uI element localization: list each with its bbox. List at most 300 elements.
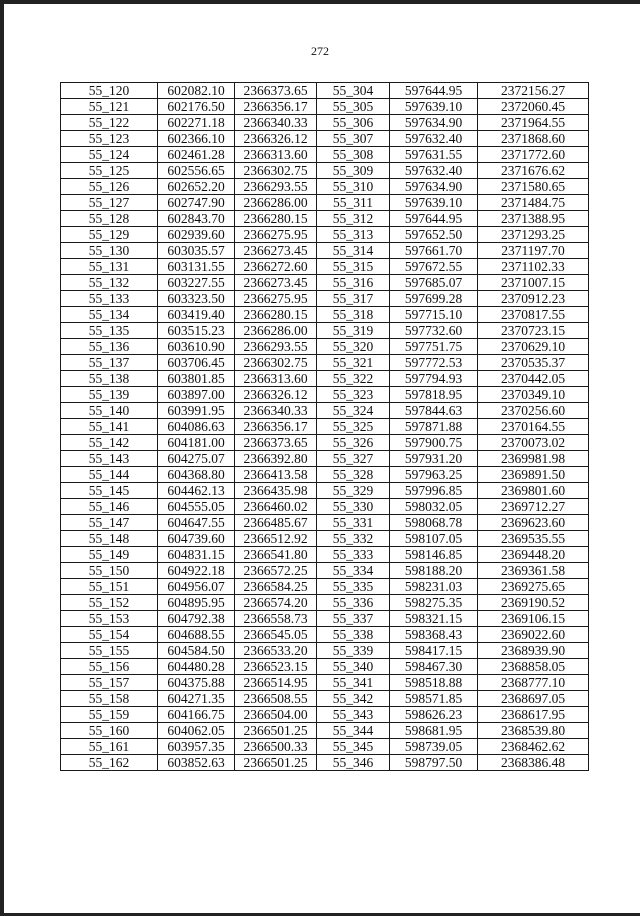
point-id-right: 55_333 (317, 547, 390, 563)
point-id-right: 55_311 (317, 195, 390, 211)
x-coordinate-right: 598739.05 (390, 739, 478, 755)
point-id-left: 55_158 (61, 691, 158, 707)
y-coordinate-left: 2366435.98 (235, 483, 317, 499)
y-coordinate-left: 2366272.60 (235, 259, 317, 275)
y-coordinate-right: 2369535.55 (478, 531, 589, 547)
y-coordinate-left: 2366533.20 (235, 643, 317, 659)
point-id-left: 55_141 (61, 419, 158, 435)
point-id-right: 55_304 (317, 83, 390, 99)
y-coordinate-left: 2366286.00 (235, 195, 317, 211)
x-coordinate-right: 597644.95 (390, 83, 478, 99)
point-id-right: 55_319 (317, 323, 390, 339)
table-row (61, 211, 589, 227)
point-id-left: 55_152 (61, 595, 158, 611)
point-id-left: 55_122 (61, 115, 158, 131)
table-row (61, 387, 589, 403)
y-coordinate-right: 2371007.15 (478, 275, 589, 291)
point-id-left: 55_146 (61, 499, 158, 515)
table-row (61, 579, 589, 595)
table-row (61, 595, 589, 611)
table-row (61, 355, 589, 371)
x-coordinate-left: 602366.10 (158, 131, 235, 147)
y-coordinate-right: 2370912.23 (478, 291, 589, 307)
point-id-left: 55_134 (61, 307, 158, 323)
point-id-left: 55_143 (61, 451, 158, 467)
x-coordinate-right: 597931.20 (390, 451, 478, 467)
x-coordinate-left: 603515.23 (158, 323, 235, 339)
y-coordinate-left: 2366485.67 (235, 515, 317, 531)
x-coordinate-right: 598417.15 (390, 643, 478, 659)
x-coordinate-left: 602556.65 (158, 163, 235, 179)
x-coordinate-right: 597652.50 (390, 227, 478, 243)
y-coordinate-right: 2368386.48 (478, 755, 589, 771)
x-coordinate-left: 603801.85 (158, 371, 235, 387)
point-id-right: 55_338 (317, 627, 390, 643)
point-id-left: 55_126 (61, 179, 158, 195)
point-id-right: 55_346 (317, 755, 390, 771)
y-coordinate-left: 2366356.17 (235, 99, 317, 115)
point-id-right: 55_331 (317, 515, 390, 531)
y-coordinate-left: 2366572.25 (235, 563, 317, 579)
x-coordinate-left: 604922.18 (158, 563, 235, 579)
table-row (61, 147, 589, 163)
y-coordinate-left: 2366514.95 (235, 675, 317, 691)
y-coordinate-left: 2366313.60 (235, 371, 317, 387)
x-coordinate-left: 602843.70 (158, 211, 235, 227)
x-coordinate-left: 602747.90 (158, 195, 235, 211)
point-id-left: 55_153 (61, 611, 158, 627)
point-id-right: 55_318 (317, 307, 390, 323)
x-coordinate-left: 604480.28 (158, 659, 235, 675)
table-row (61, 339, 589, 355)
point-id-left: 55_124 (61, 147, 158, 163)
x-coordinate-right: 597644.95 (390, 211, 478, 227)
coordinates-table (60, 82, 589, 771)
x-coordinate-left: 602271.18 (158, 115, 235, 131)
point-id-right: 55_320 (317, 339, 390, 355)
point-id-right: 55_344 (317, 723, 390, 739)
point-id-left: 55_156 (61, 659, 158, 675)
y-coordinate-right: 2368777.10 (478, 675, 589, 691)
x-coordinate-right: 598626.23 (390, 707, 478, 723)
y-coordinate-left: 2366275.95 (235, 227, 317, 243)
x-coordinate-left: 604375.88 (158, 675, 235, 691)
point-id-right: 55_325 (317, 419, 390, 435)
point-id-right: 55_334 (317, 563, 390, 579)
y-coordinate-right: 2371772.60 (478, 147, 589, 163)
table-row (61, 291, 589, 307)
x-coordinate-left: 604275.07 (158, 451, 235, 467)
y-coordinate-right: 2368617.95 (478, 707, 589, 723)
table-row (61, 259, 589, 275)
y-coordinate-left: 2366273.45 (235, 243, 317, 259)
x-coordinate-left: 602082.10 (158, 83, 235, 99)
point-id-right: 55_339 (317, 643, 390, 659)
y-coordinate-right: 2371964.55 (478, 115, 589, 131)
point-id-right: 55_341 (317, 675, 390, 691)
point-id-right: 55_343 (317, 707, 390, 723)
x-coordinate-left: 603957.35 (158, 739, 235, 755)
table-row (61, 627, 589, 643)
point-id-left: 55_151 (61, 579, 158, 595)
y-coordinate-left: 2366574.20 (235, 595, 317, 611)
y-coordinate-right: 2372156.27 (478, 83, 589, 99)
x-coordinate-right: 597639.10 (390, 99, 478, 115)
x-coordinate-right: 598068.78 (390, 515, 478, 531)
y-coordinate-left: 2366275.95 (235, 291, 317, 307)
y-coordinate-right: 2369361.58 (478, 563, 589, 579)
y-coordinate-left: 2366508.55 (235, 691, 317, 707)
point-id-left: 55_155 (61, 643, 158, 659)
y-coordinate-left: 2366541.80 (235, 547, 317, 563)
point-id-left: 55_150 (61, 563, 158, 579)
table-row (61, 99, 589, 115)
table-row (61, 675, 589, 691)
point-id-left: 55_142 (61, 435, 158, 451)
x-coordinate-right: 597871.88 (390, 419, 478, 435)
point-id-left: 55_133 (61, 291, 158, 307)
y-coordinate-left: 2366413.58 (235, 467, 317, 483)
x-coordinate-right: 597996.85 (390, 483, 478, 499)
y-coordinate-left: 2366512.92 (235, 531, 317, 547)
x-coordinate-left: 604956.07 (158, 579, 235, 595)
y-coordinate-left: 2366302.75 (235, 163, 317, 179)
y-coordinate-right: 2370256.60 (478, 403, 589, 419)
table-row (61, 451, 589, 467)
y-coordinate-left: 2366523.15 (235, 659, 317, 675)
x-coordinate-right: 598188.20 (390, 563, 478, 579)
table-row (61, 467, 589, 483)
x-coordinate-left: 602939.60 (158, 227, 235, 243)
table-row (61, 163, 589, 179)
point-id-right: 55_326 (317, 435, 390, 451)
x-coordinate-left: 603131.55 (158, 259, 235, 275)
x-coordinate-right: 598681.95 (390, 723, 478, 739)
y-coordinate-right: 2369448.20 (478, 547, 589, 563)
point-id-left: 55_147 (61, 515, 158, 531)
table-row (61, 755, 589, 771)
point-id-right: 55_329 (317, 483, 390, 499)
point-id-right: 55_317 (317, 291, 390, 307)
point-id-right: 55_328 (317, 467, 390, 483)
point-id-left: 55_135 (61, 323, 158, 339)
table-row (61, 435, 589, 451)
x-coordinate-left: 602176.50 (158, 99, 235, 115)
table-row (61, 611, 589, 627)
y-coordinate-left: 2366356.17 (235, 419, 317, 435)
table-row (61, 371, 589, 387)
point-id-right: 55_307 (317, 131, 390, 147)
point-id-right: 55_336 (317, 595, 390, 611)
y-coordinate-left: 2366340.33 (235, 403, 317, 419)
table-row (61, 195, 589, 211)
point-id-right: 55_342 (317, 691, 390, 707)
y-coordinate-right: 2369190.52 (478, 595, 589, 611)
point-id-right: 55_321 (317, 355, 390, 371)
x-coordinate-right: 598518.88 (390, 675, 478, 691)
x-coordinate-right: 597963.25 (390, 467, 478, 483)
point-id-left: 55_128 (61, 211, 158, 227)
y-coordinate-right: 2369623.60 (478, 515, 589, 531)
point-id-right: 55_312 (317, 211, 390, 227)
x-coordinate-right: 597844.63 (390, 403, 478, 419)
table-row (61, 243, 589, 259)
x-coordinate-right: 597634.90 (390, 115, 478, 131)
x-coordinate-right: 598368.43 (390, 627, 478, 643)
point-id-right: 55_306 (317, 115, 390, 131)
x-coordinate-left: 604688.55 (158, 627, 235, 643)
y-coordinate-right: 2368539.80 (478, 723, 589, 739)
x-coordinate-right: 598146.85 (390, 547, 478, 563)
point-id-right: 55_323 (317, 387, 390, 403)
point-id-left: 55_129 (61, 227, 158, 243)
point-id-left: 55_120 (61, 83, 158, 99)
y-coordinate-left: 2366501.25 (235, 755, 317, 771)
point-id-left: 55_149 (61, 547, 158, 563)
table-row (61, 531, 589, 547)
point-id-right: 55_337 (317, 611, 390, 627)
x-coordinate-right: 598571.85 (390, 691, 478, 707)
y-coordinate-left: 2366302.75 (235, 355, 317, 371)
point-id-left: 55_121 (61, 99, 158, 115)
x-coordinate-right: 597699.28 (390, 291, 478, 307)
y-coordinate-right: 2371102.33 (478, 259, 589, 275)
point-id-right: 55_327 (317, 451, 390, 467)
y-coordinate-left: 2366273.45 (235, 275, 317, 291)
table-row (61, 547, 589, 563)
point-id-right: 55_340 (317, 659, 390, 675)
x-coordinate-right: 598032.05 (390, 499, 478, 515)
x-coordinate-right: 597794.93 (390, 371, 478, 387)
table-row (61, 515, 589, 531)
y-coordinate-right: 2371868.60 (478, 131, 589, 147)
y-coordinate-right: 2370723.15 (478, 323, 589, 339)
x-coordinate-right: 597631.55 (390, 147, 478, 163)
point-id-left: 55_139 (61, 387, 158, 403)
point-id-left: 55_127 (61, 195, 158, 211)
y-coordinate-left: 2366280.15 (235, 307, 317, 323)
x-coordinate-right: 597818.95 (390, 387, 478, 403)
point-id-right: 55_324 (317, 403, 390, 419)
point-id-left: 55_161 (61, 739, 158, 755)
x-coordinate-left: 602652.20 (158, 179, 235, 195)
x-coordinate-left: 603706.45 (158, 355, 235, 371)
y-coordinate-left: 2366286.00 (235, 323, 317, 339)
point-id-left: 55_148 (61, 531, 158, 547)
page-number: 272 (311, 44, 329, 58)
point-id-left: 55_130 (61, 243, 158, 259)
x-coordinate-left: 603852.63 (158, 755, 235, 771)
y-coordinate-left: 2366293.55 (235, 339, 317, 355)
y-coordinate-left: 2366313.60 (235, 147, 317, 163)
point-id-left: 55_125 (61, 163, 158, 179)
y-coordinate-right: 2371484.75 (478, 195, 589, 211)
x-coordinate-left: 604647.55 (158, 515, 235, 531)
y-coordinate-left: 2366500.33 (235, 739, 317, 755)
table-row (61, 403, 589, 419)
x-coordinate-right: 597661.70 (390, 243, 478, 259)
table-row (61, 115, 589, 131)
coordinates-table-body (61, 83, 589, 771)
table-row (61, 499, 589, 515)
y-coordinate-left: 2366373.65 (235, 83, 317, 99)
y-coordinate-right: 2370629.10 (478, 339, 589, 355)
y-coordinate-right: 2370349.10 (478, 387, 589, 403)
table-row (61, 419, 589, 435)
x-coordinate-right: 597632.40 (390, 131, 478, 147)
y-coordinate-right: 2371293.25 (478, 227, 589, 243)
y-coordinate-left: 2366501.25 (235, 723, 317, 739)
table-row (61, 563, 589, 579)
point-id-right: 55_316 (317, 275, 390, 291)
x-coordinate-left: 604181.00 (158, 435, 235, 451)
x-coordinate-right: 597751.75 (390, 339, 478, 355)
y-coordinate-left: 2366326.12 (235, 387, 317, 403)
x-coordinate-left: 603610.90 (158, 339, 235, 355)
point-id-right: 55_308 (317, 147, 390, 163)
x-coordinate-left: 603991.95 (158, 403, 235, 419)
table-row (61, 691, 589, 707)
x-coordinate-right: 598321.15 (390, 611, 478, 627)
y-coordinate-right: 2369022.60 (478, 627, 589, 643)
x-coordinate-right: 597634.90 (390, 179, 478, 195)
y-coordinate-right: 2369712.27 (478, 499, 589, 515)
x-coordinate-right: 598797.50 (390, 755, 478, 771)
y-coordinate-left: 2366545.05 (235, 627, 317, 643)
y-coordinate-right: 2370073.02 (478, 435, 589, 451)
point-id-right: 55_330 (317, 499, 390, 515)
point-id-right: 55_332 (317, 531, 390, 547)
scan-border-top (0, 0, 640, 4)
y-coordinate-left: 2366326.12 (235, 131, 317, 147)
point-id-left: 55_137 (61, 355, 158, 371)
table-row (61, 643, 589, 659)
y-coordinate-left: 2366584.25 (235, 579, 317, 595)
x-coordinate-right: 597639.10 (390, 195, 478, 211)
x-coordinate-left: 603035.57 (158, 243, 235, 259)
point-id-left: 55_132 (61, 275, 158, 291)
point-id-left: 55_160 (61, 723, 158, 739)
x-coordinate-right: 597672.55 (390, 259, 478, 275)
point-id-right: 55_335 (317, 579, 390, 595)
x-coordinate-left: 604368.80 (158, 467, 235, 483)
point-id-left: 55_157 (61, 675, 158, 691)
x-coordinate-left: 603419.40 (158, 307, 235, 323)
point-id-right: 55_314 (317, 243, 390, 259)
point-id-right: 55_322 (317, 371, 390, 387)
point-id-right: 55_313 (317, 227, 390, 243)
y-coordinate-right: 2371676.62 (478, 163, 589, 179)
y-coordinate-right: 2370535.37 (478, 355, 589, 371)
table-row (61, 723, 589, 739)
point-id-left: 55_138 (61, 371, 158, 387)
point-id-left: 55_140 (61, 403, 158, 419)
table-row (61, 659, 589, 675)
y-coordinate-right: 2369891.50 (478, 467, 589, 483)
point-id-right: 55_315 (317, 259, 390, 275)
x-coordinate-right: 597632.40 (390, 163, 478, 179)
point-id-left: 55_144 (61, 467, 158, 483)
y-coordinate-left: 2366392.80 (235, 451, 317, 467)
y-coordinate-right: 2368462.62 (478, 739, 589, 755)
table-row (61, 323, 589, 339)
point-id-left: 55_154 (61, 627, 158, 643)
y-coordinate-right: 2368858.05 (478, 659, 589, 675)
table-row (61, 83, 589, 99)
y-coordinate-left: 2366504.00 (235, 707, 317, 723)
x-coordinate-left: 604462.13 (158, 483, 235, 499)
y-coordinate-right: 2369981.98 (478, 451, 589, 467)
x-coordinate-right: 597900.75 (390, 435, 478, 451)
y-coordinate-right: 2368939.90 (478, 643, 589, 659)
y-coordinate-left: 2366293.55 (235, 179, 317, 195)
x-coordinate-left: 603323.50 (158, 291, 235, 307)
y-coordinate-left: 2366558.73 (235, 611, 317, 627)
x-coordinate-left: 604584.50 (158, 643, 235, 659)
y-coordinate-right: 2372060.45 (478, 99, 589, 115)
table-row (61, 179, 589, 195)
y-coordinate-right: 2370164.55 (478, 419, 589, 435)
x-coordinate-left: 604086.63 (158, 419, 235, 435)
y-coordinate-right: 2368697.05 (478, 691, 589, 707)
x-coordinate-right: 598107.05 (390, 531, 478, 547)
point-id-right: 55_305 (317, 99, 390, 115)
y-coordinate-right: 2369275.65 (478, 579, 589, 595)
x-coordinate-right: 597685.07 (390, 275, 478, 291)
x-coordinate-left: 603227.55 (158, 275, 235, 291)
y-coordinate-right: 2371197.70 (478, 243, 589, 259)
point-id-right: 55_310 (317, 179, 390, 195)
y-coordinate-left: 2366280.15 (235, 211, 317, 227)
table-row (61, 307, 589, 323)
y-coordinate-right: 2370817.55 (478, 307, 589, 323)
y-coordinate-right: 2370442.05 (478, 371, 589, 387)
x-coordinate-left: 604792.38 (158, 611, 235, 627)
point-id-right: 55_309 (317, 163, 390, 179)
x-coordinate-right: 598231.03 (390, 579, 478, 595)
x-coordinate-left: 604271.35 (158, 691, 235, 707)
table-row (61, 275, 589, 291)
y-coordinate-right: 2369106.15 (478, 611, 589, 627)
point-id-left: 55_145 (61, 483, 158, 499)
point-id-left: 55_162 (61, 755, 158, 771)
table-row (61, 707, 589, 723)
x-coordinate-left: 604895.95 (158, 595, 235, 611)
point-id-left: 55_123 (61, 131, 158, 147)
scan-border-left (0, 0, 4, 916)
x-coordinate-right: 598275.35 (390, 595, 478, 611)
x-coordinate-right: 597732.60 (390, 323, 478, 339)
point-id-right: 55_345 (317, 739, 390, 755)
y-coordinate-left: 2366460.02 (235, 499, 317, 515)
x-coordinate-right: 597715.10 (390, 307, 478, 323)
table-row (61, 483, 589, 499)
y-coordinate-left: 2366373.65 (235, 435, 317, 451)
x-coordinate-left: 603897.00 (158, 387, 235, 403)
table-row (61, 131, 589, 147)
x-coordinate-right: 597772.53 (390, 355, 478, 371)
table-row (61, 227, 589, 243)
x-coordinate-left: 604062.05 (158, 723, 235, 739)
y-coordinate-right: 2371580.65 (478, 179, 589, 195)
y-coordinate-right: 2369801.60 (478, 483, 589, 499)
x-coordinate-left: 604166.75 (158, 707, 235, 723)
x-coordinate-left: 602461.28 (158, 147, 235, 163)
x-coordinate-left: 604831.15 (158, 547, 235, 563)
table-row (61, 739, 589, 755)
point-id-left: 55_159 (61, 707, 158, 723)
point-id-left: 55_131 (61, 259, 158, 275)
